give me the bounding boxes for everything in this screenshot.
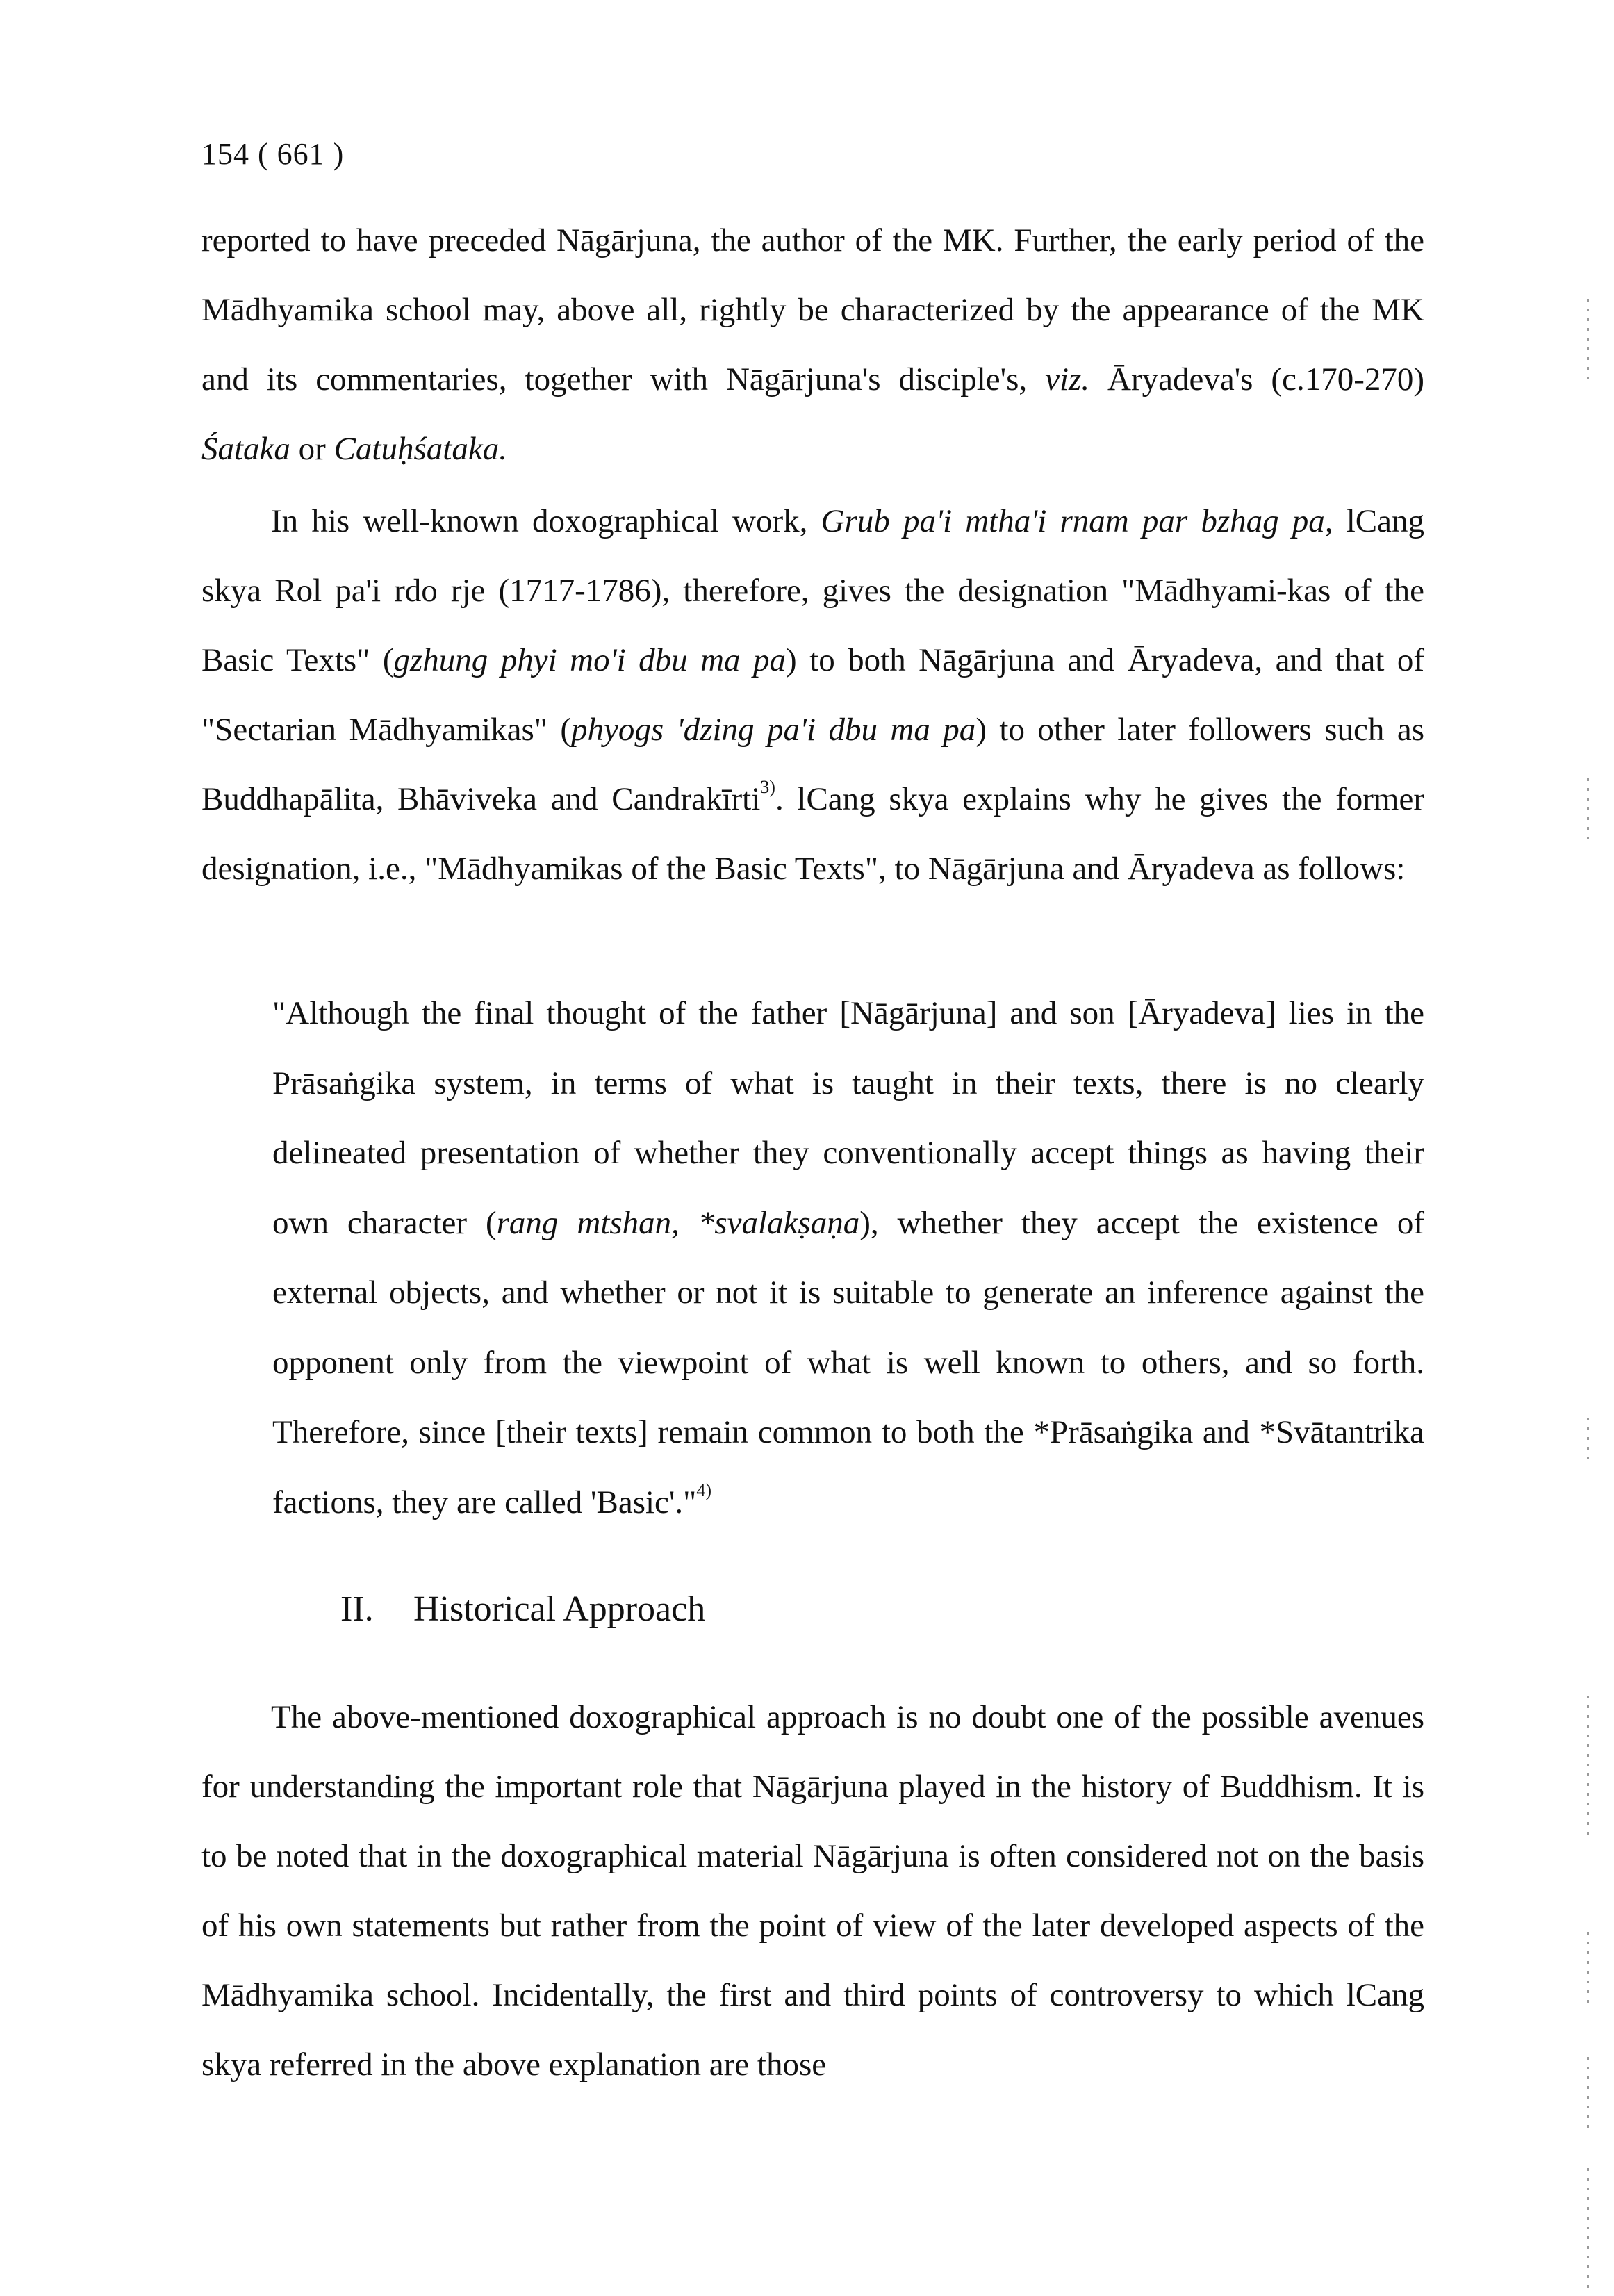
footnote-ref: 4)	[696, 1479, 711, 1500]
italic-term: Grub pa'i mtha'i rnam par bzhag pa,	[821, 503, 1333, 539]
original-page-number: ( 661 )	[258, 137, 345, 171]
text-run: "Although the final thought of the father [Nāgārjuna] and son [Āryadeva] lies in the Prāsaṅgika system, in terms of what is taught in their texts, there is no clearly delineated presentation of whether they conventionally accept things as having their own character (	[272, 995, 1424, 1241]
text-run: . lCang skya explains why he gives the former designation, i.e., "Mādhyamikas of the Basic Texts", to Nāgārjuna and Āryadeva as follows:	[201, 781, 1424, 887]
scan-edge-mark	[1587, 1696, 1589, 1835]
paragraph-2	[201, 486, 1424, 903]
scan-edge-mark	[1587, 1932, 1589, 2008]
italic-term: phyogs 'dzing pa'i dbu ma pa	[571, 712, 976, 748]
page-header	[201, 133, 344, 175]
page-number: 154	[201, 137, 249, 171]
scan-edge-mark	[1587, 2057, 1589, 2133]
text-run: lCang skya Rol pa'i rdo rje (1717-1786), therefore, gives the designation "Mādhyami-kas of the Basic Texts" (	[201, 503, 1424, 678]
text-run: or	[290, 431, 334, 467]
text-run: ), whether they accept the existence of external objects, and whether or not it is suitable to generate an inference against the opponent only from the viewpoint of what is well known to others, and so forth. Therefore, since [their texts] remain common to both the *Prāsaṅgika and *Svātantrika factions, they are called 'Basic'."	[272, 1204, 1424, 1520]
text-run: ) to both Nāgārjuna and Āryadeva, and that of "Sectarian Mādhyamikas" (	[201, 642, 1425, 748]
scan-edge-mark	[1587, 778, 1589, 841]
paragraph-3	[201, 1682, 1424, 2099]
italic-term: gzhung phyi mo'i dbu ma pa	[393, 642, 787, 678]
italic-term: rang mtshan, *svalakṣaṇa	[496, 1204, 860, 1241]
text-run: In his well-known doxographical work,	[271, 503, 821, 539]
text-run: Āryadeva's (c.170-270)	[1089, 361, 1425, 397]
footnote-ref: 3)	[760, 777, 775, 797]
italic-term: Catuḥśataka.	[333, 431, 507, 467]
scan-edge-mark	[1587, 299, 1589, 382]
italic-term: viz.	[1045, 361, 1090, 397]
text-run: reported to have preceded Nāgārjuna, the author of the MK. Further, the early period of the Mādhyamika school may, above all, rightly be characterized by the appearance of the MK and its commentaries, together with Nāgārjuna's disciple's,	[201, 222, 1424, 397]
block-quote	[272, 978, 1424, 1537]
section-heading	[340, 1582, 705, 1637]
italic-term: Śataka	[201, 431, 290, 467]
section-number: II.	[340, 1589, 374, 1629]
section-title: Historical Approach	[413, 1589, 706, 1629]
paragraph-1	[201, 206, 1424, 484]
scan-edge-mark	[1587, 2168, 1589, 2293]
text-run: The above-mentioned doxographical approach is no doubt one of the possible avenues for understanding the important role that Nāgārjuna played in the history of Buddhism. It is to be noted that in the doxographical material Nāgārjuna is often considered not on the basis of his own statements but rather from the point of view of the later developed aspects of the Mādhyamika school. Incidentally, the first and third points of controversy to which lCang skya referred in the above explanation are those	[201, 1699, 1424, 2083]
scan-edge-mark	[1587, 1418, 1589, 1459]
text-run: ) to other later followers such as Buddhapālita, Bhāviveka and Candrakīrti	[201, 712, 1424, 817]
